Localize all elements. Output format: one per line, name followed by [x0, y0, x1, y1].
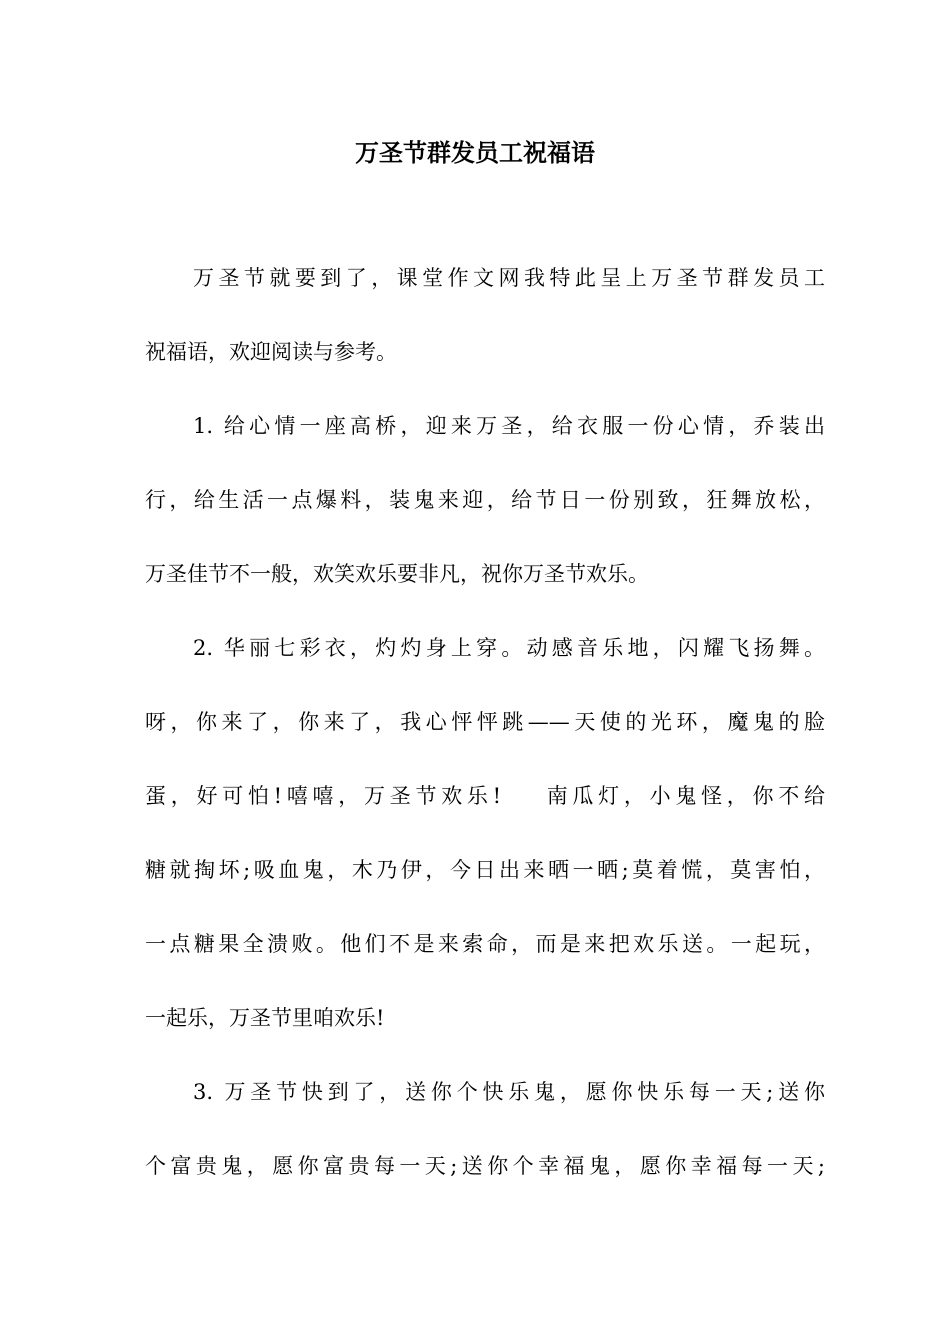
- paragraph-line: 2. 华丽七彩衣，灼灼身上穿。动感音乐地，闪耀飞扬舞。: [193, 636, 825, 660]
- paragraph-line: 个富贵鬼，愿你富贵每一天;送你个幸福鬼，愿你幸福每一天;: [145, 1154, 825, 1178]
- paragraph-line: 糖就掏坏;吸血鬼，木乃伊，今日出来晒一晒;莫着慌，莫害怕，: [145, 858, 825, 882]
- paragraph-line: 万圣节就要到了，课堂作文网我特此呈上万圣节群发员工: [193, 266, 825, 290]
- paragraph-line: 蛋，好可怕!嘻嘻，万圣节欢乐! 南瓜灯，小鬼怪，你不给: [145, 784, 825, 808]
- paragraph-line: 1. 给心情一座高桥，迎来万圣，给衣服一份心情，乔装出: [193, 414, 825, 438]
- paragraph-line: 呀，你来了，你来了，我心怦怦跳——天使的光环，魔鬼的脸: [145, 710, 825, 734]
- paragraph-line: 行，给生活一点爆料，装鬼来迎，给节日一份别致，狂舞放松，: [145, 488, 825, 512]
- paragraph-line: 一点糖果全溃败。他们不是来索命，而是来把欢乐送。一起玩，: [145, 932, 825, 956]
- document-title: 万圣节群发员工祝福语: [355, 138, 595, 167]
- paragraph-line: 祝福语，欢迎阅读与参考。: [145, 340, 397, 364]
- paragraph-line: 3. 万圣节快到了，送你个快乐鬼，愿你快乐每一天;送你: [193, 1080, 825, 1104]
- paragraph-line: 一起乐，万圣节里咱欢乐!: [145, 1006, 385, 1030]
- paragraph-line: 万圣佳节不一般，欢笑欢乐要非凡，祝你万圣节欢乐。: [145, 562, 649, 586]
